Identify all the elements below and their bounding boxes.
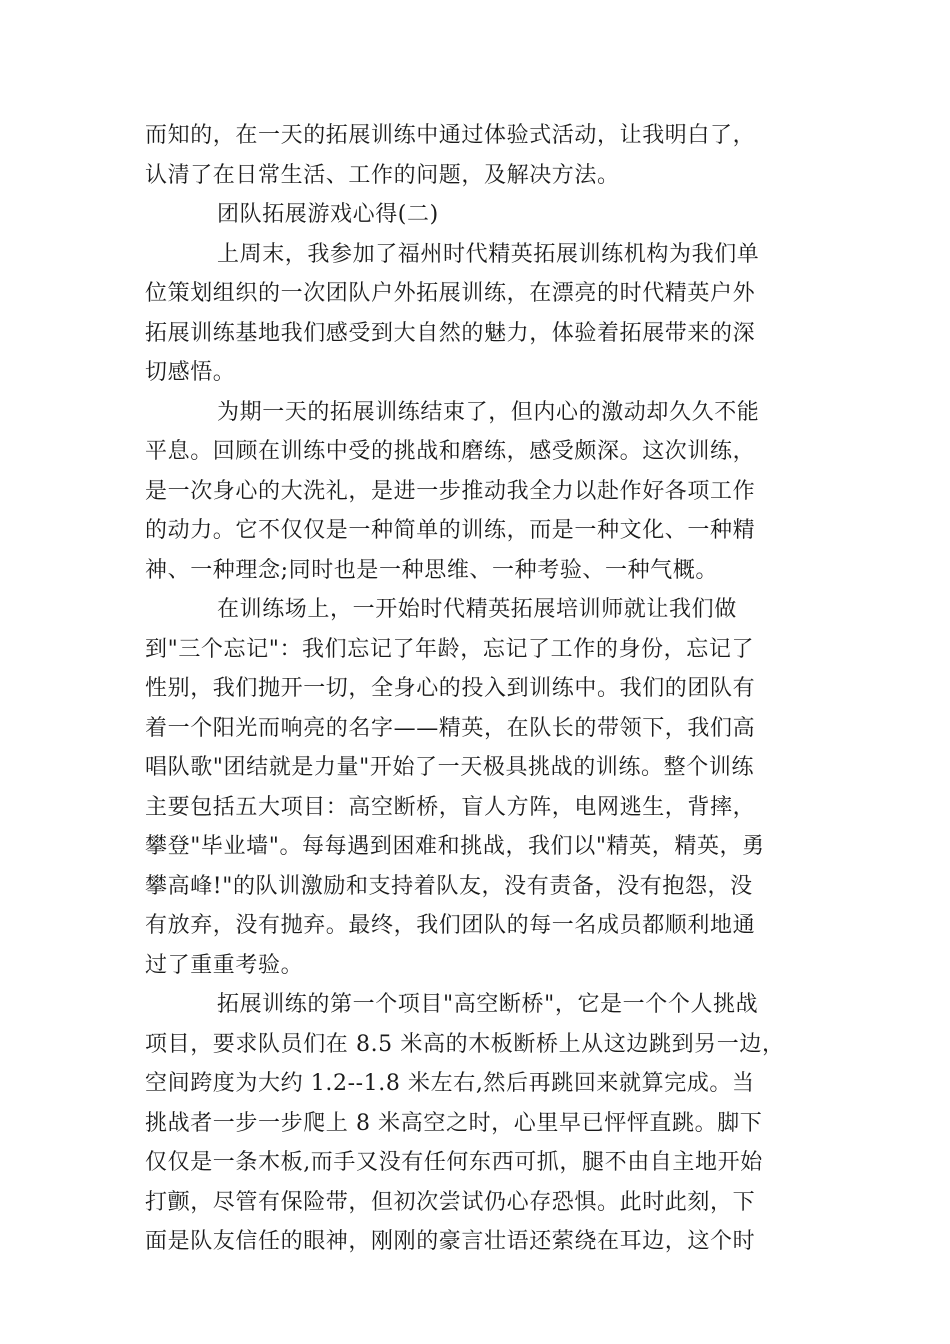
text-line: 着一个阳光而响亮的名字——精英，在队长的带领下，我们高 [145, 715, 756, 741]
text-line: 唱队歌"团结就是力量"开始了一天极具挑战的训练。整个训练 [145, 755, 755, 780]
text-line: 面是队友信任的眼神，刚刚的豪言壮语还萦绕在耳边，这个时 [145, 1229, 756, 1254]
text-line: 拓展训练基地我们感受到大自然的魅力，体验着拓展带来的深 [145, 320, 756, 346]
paragraph-start-line: 上周末，我参加了福州时代精英拓展训练机构为我们单 [217, 241, 760, 267]
text-line: 主要包括五大项目：高空断桥，盲人方阵，电网逃生，背摔， [145, 794, 756, 820]
text-line: 是一次身心的大洗礼，是进一步推动我全力以赴作好各项工作 [145, 478, 756, 504]
text-line: 位策划组织的一次团队户外拓展训练，在漂亮的时代精英户外 [145, 281, 756, 306]
text-line: 仅仅是一条木板,而手又没有任何东西可抓，腿不由自主地开始 [145, 1150, 763, 1175]
text-line: 性别，我们抛开一切，全身心的投入到训练中。我们的团队有 [145, 676, 756, 701]
text-line: 打颤，尽管有保险带，但初次尝试仍心存恐惧。此时此刻，下 [145, 1189, 756, 1215]
text-line: 空间跨度为大约 1.2--1.8 米左右,然后再跳回来就算完成。当 [145, 1071, 755, 1096]
text-line: 而知的，在一天的拓展训练中通过体验式活动，让我明白了， [145, 123, 756, 148]
paragraph-start-line: 在训练场上，一开始时代精英拓展培训师就让我们做 [217, 597, 737, 622]
text-line: 攀登"毕业墙"。每每遇到困难和挑战，我们以"精英，精英，勇 [145, 834, 765, 859]
text-line: 认清了在日常生活、工作的问题，及解决方法。 [145, 162, 620, 188]
text-line: 过了重重考验。 [145, 952, 304, 978]
text-line: 有放弃，没有抛弃。最终，我们团队的每一名成员都顺利地通 [145, 913, 756, 938]
text-line: 挑战者一步一步爬上 8 米高空之时，心里早已怦怦直跳。脚下 [145, 1110, 763, 1136]
section-heading: 团队拓展游戏心得(二) [217, 202, 439, 227]
text-line: 的动力。它不仅仅是一种简单的训练，而是一种文化、一种精 [145, 518, 756, 543]
text-line: 平息。回顾在训练中受的挑战和磨练，感受颇深。这次训练， [145, 439, 756, 464]
text-line: 切感悟。 [145, 360, 236, 385]
text-line: 项目，要求队员们在 8.5 米高的木板断桥上从这边跳到另一边， [145, 1031, 785, 1057]
text-line: 到"三个忘记"：我们忘记了年龄，忘记了工作的身份，忘记了 [145, 636, 755, 662]
paragraph-start-line: 拓展训练的第一个项目"高空断桥"，它是一个个人挑战 [217, 992, 759, 1017]
paragraph-start-line: 为期一天的拓展训练结束了，但内心的激动却久久不能 [217, 399, 760, 425]
text-line: 神、一种理念;同时也是一种思维、一种考验、一种气概。 [145, 557, 719, 583]
text-line: 攀高峰!"的队训激励和支持着队友，没有责备，没有抱怨，没 [145, 873, 753, 899]
document-body [145, 116, 805, 1262]
